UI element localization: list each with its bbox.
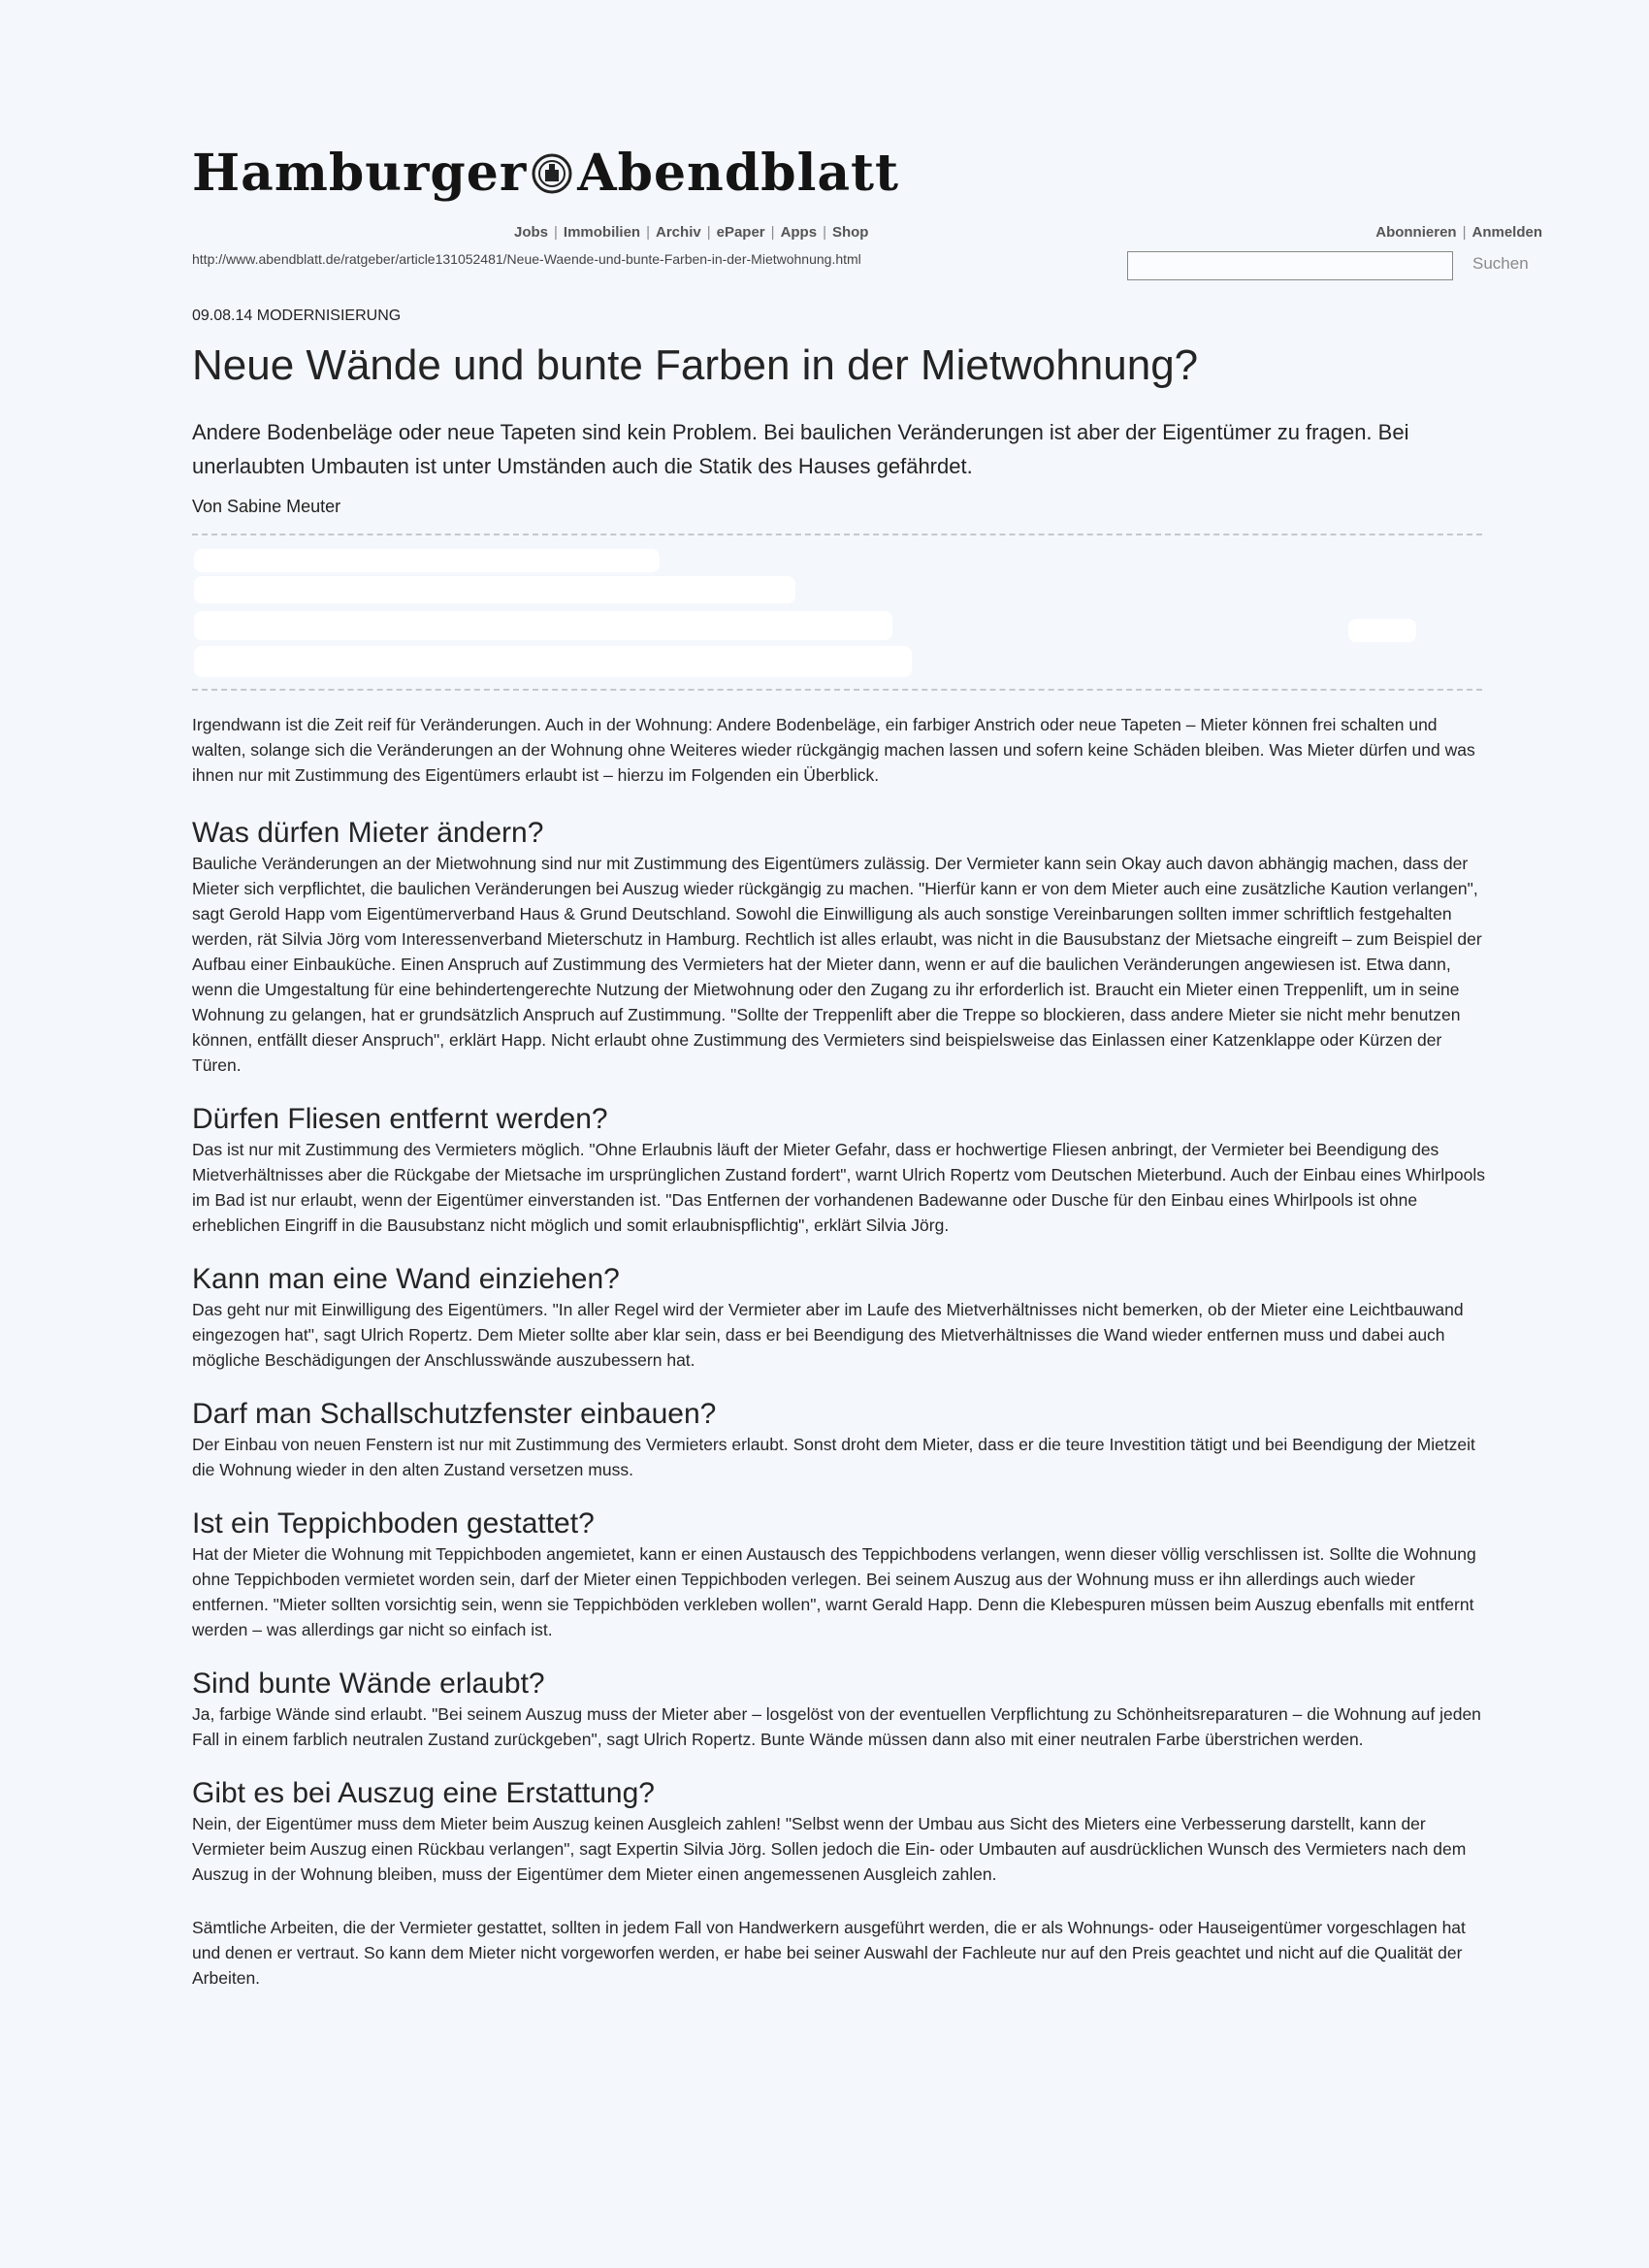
masthead-logo[interactable]: [192, 144, 899, 203]
article-section: [192, 1507, 1492, 1642]
article-section: [192, 1776, 1492, 1887]
search-button[interactable]: Suchen: [1472, 254, 1529, 273]
login-link[interactable]: Anmelden: [1471, 224, 1542, 241]
nav-epaper[interactable]: ePaper: [716, 224, 765, 241]
section-text: Ja, farbige Wände sind erlaubt. "Bei seinem Auszug muss der Mieter aber – losgelöst von der eventuellen Verpflichtung zu Schönheitsreparaturen – die Wohnung auf jeden Fall in einem farblich neutralen Zustand zurückgeben", sagt Ulrich Ropertz. Bunte Wände müssen dann also mit einer neutralen Farbe überstrichen werden.: [192, 1704, 1481, 1749]
logo-text-right: Abendblatt: [577, 144, 900, 203]
account-links: [1375, 224, 1542, 241]
city-seal-icon: [531, 152, 573, 195]
article-section: [192, 1397, 1492, 1482]
divider-top: [192, 534, 1482, 535]
nav-apps[interactable]: Apps: [780, 224, 818, 241]
section-heading: Sind bunte Wände erlaubt?: [192, 1668, 545, 1700]
redacted-area: [194, 611, 892, 640]
redacted-area: [1348, 619, 1416, 642]
article-section: [192, 1667, 1492, 1752]
section-heading: Ist ein Teppichboden gestattet?: [192, 1507, 595, 1539]
nav-separator: |: [770, 224, 775, 241]
section-text: Das ist nur mit Zustimmung des Vermieters möglich. "Ohne Erlaubnis läuft der Mieter Gefahr, dass er hochwertige Fliesen anbringt, der Vermieter bei Beendigung des Mietverhältnisses aber die Rückgabe der Mietsache im ursprünglichen Zustand fordert", warnt Ulrich Ropertz vom Deutschen Mieterbund. Auch der Einbau eines Whirlpools im Bad ist nur erlaubt, wenn der Eigentümer einverstanden ist. "Das Entfernen der vorhandenen Badewanne oder Dusche für den Einbau eines Whirlpools ist ohne erheblichen Eingriff in die Bausubstanz nicht möglich und somit erlaubnispflichtig", erklärt Silvia Jörg.: [192, 1140, 1485, 1235]
article-date: 09.08.14: [192, 308, 253, 324]
article-section: [192, 1102, 1492, 1238]
article-body: [192, 712, 1492, 1991]
article-section: [192, 1262, 1492, 1373]
article-meta: [192, 308, 401, 325]
nav-separator: |: [706, 224, 711, 241]
article-closing: Sämtliche Arbeiten, die der Vermieter gestattet, sollten in jedem Fall von Handwerkern ausgeführt werden, die er als Wohnungs- oder Hauseigentümer vorgeschlagen hat und denen er vertraut. So kann dem Mieter nicht vorgeworfen werden, er habe bei seiner Auswahl der Fachleute nur auf den Preis geachtet und nicht auf die Qualität der Arbeiten.: [192, 1918, 1466, 1988]
redacted-area: [194, 646, 912, 677]
section-heading: Gibt es bei Auszug eine Erstattung?: [192, 1777, 655, 1809]
nav-shop[interactable]: Shop: [831, 224, 869, 241]
section-text: Hat der Mieter die Wohnung mit Teppichboden angemietet, kann er einen Austausch des Teppichbodens verlangen, wenn dieser völlig verschlissen ist. Sollte die Wohnung ohne Teppichboden vermietet worden sein, darf der Mieter einen Teppichboden verlegen. Bei seinem Auszug aus der Wohnung muss er ihn allerdings auch wieder entfernen. "Mieter sollten vorsichtig sein, wenn sie Teppichböden verkleben wollen", warnt Gerald Happ. Denn die Klebespuren müssen beim Auszug ebenfalls mit entfernt werden – was allerdings gar nicht so einfach ist.: [192, 1544, 1476, 1639]
article-lead: Andere Bodenbeläge oder neue Tapeten sind kein Problem. Bei baulichen Veränderungen ist aber der Eigentümer zu fragen. Bei unerlaubten Umbauten ist unter Umständen auch die Statik des Hauses gefährdet.: [192, 420, 1409, 478]
main-nav: [514, 224, 868, 241]
nav-jobs[interactable]: Jobs: [514, 224, 549, 241]
section-heading: Kann man eine Wand einziehen?: [192, 1263, 620, 1295]
subscribe-link[interactable]: Abonnieren: [1375, 224, 1457, 241]
page-url: http://www.abendblatt.de/ratgeber/article131052481/Neue-Waende-und-bunte-Farben-in-der-Mietwohnung.html: [192, 251, 861, 267]
logo-text-left: Hamburger: [192, 144, 528, 203]
divider-bottom: [192, 689, 1482, 691]
nav-separator: |: [646, 224, 651, 241]
article-section: [192, 816, 1492, 1078]
account-separator: |: [1462, 224, 1467, 241]
article-byline: Von Sabine Meuter: [192, 497, 341, 516]
nav-separator: |: [554, 224, 558, 241]
section-heading: Was dürfen Mieter ändern?: [192, 817, 544, 849]
section-text: Der Einbau von neuen Fenstern ist nur mit Zustimmung des Vermieters erlaubt. Sonst droht dem Mieter, dass er die teure Investition tätigt und bei Beendigung der Mietzeit die Wohnung wieder in den alten Zustand versetzen muss.: [192, 1435, 1475, 1479]
section-heading: Darf man Schallschutzfenster einbauen?: [192, 1398, 717, 1430]
nav-immobilien[interactable]: Immobilien: [563, 224, 641, 241]
redacted-area: [194, 576, 795, 603]
section-text: Nein, der Eigentümer muss dem Mieter beim Auszug keinen Ausgleich zahlen! "Selbst wenn der Umbau aus Sicht des Mieters eine Verbesserung darstellt, kann der Vermieter beim Auszug einen Rückbau verlangen", sagt Expertin Silvia Jörg. Sollen jedoch die Ein- oder Umbauten auf ausdrücklichen Wunsch des Vermieters nach dem Auszug in der Wohnung bleiben, muss der Eigentümer dem Mieter einen angemessenen Ausgleich zahlen.: [192, 1814, 1467, 1884]
article-category: MODERNISIERUNG: [256, 308, 402, 324]
search-input[interactable]: [1127, 251, 1453, 280]
redacted-area: [194, 549, 660, 572]
article-intro: Irgendwann ist die Zeit reif für Veränderungen. Auch in der Wohnung: Andere Bodenbeläge, ein farbiger Anstrich oder neue Tapeten – Mieter können frei schalten und walten, solange sich die Veränderungen an der Wohnung ohne Weiteres wieder rückgängig machen lassen und sofern keine Schäden bleiben. Was Mieter dürfen und was ihnen nur mit Zustimmung des Eigentümers erlaubt ist – hierzu im Folgenden ein Überblick.: [192, 715, 1475, 785]
nav-separator: |: [823, 224, 826, 241]
nav-archiv[interactable]: Archiv: [656, 224, 701, 241]
section-text: Bauliche Veränderungen an der Mietwohnung sind nur mit Zustimmung des Eigentümers zulässig. Der Vermieter kann sein Okay auch davon abhängig machen, dass der Mieter sich verpflichtet, die baulichen Veränderungen bei Auszug wieder rückgängig zu machen. "Hierfür kann er von dem Mieter auch eine zusätzliche Kaution verlangen", sagt Gerold Happ vom Eigentümerverband Haus & Grund Deutschland. Sowohl die Einwilligung als auch sonstige Vereinbarungen sollten immer schriftlich festgehalten werden, rät Silvia Jörg vom Interessenverband Mieterschutz in Hamburg. Rechtlich ist alles erlaubt, was nicht in die Bausubstanz der Mietsache eingreift – zum Beispiel der Aufbau einer Einbauküche. Einen Anspruch auf Zustimmung des Vermieters hat der Mieter dann, wenn er auf die baulichen Veränderungen angewiesen ist. Etwa dann, wenn die Umgestaltung für eine behindertengerechte Nutzung der Mietwohnung oder den Zugang zu ihr erforderlich ist. Braucht ein Mieter einen Treppenlift, um in seine Wohnung zu gelangen, hat er grundsätzlich Anspruch auf Zustimmung. "Sollte der Treppenlift aber die Treppe so blockieren, dass andere Mieter sie nicht mehr benutzen können, entfällt dieser Anspruch", erklärt Happ. Nicht erlaubt ohne Zustimmung des Vermieters sind beispielsweise das Einlassen einer Katzenklappe oder Kürzen der Türen.: [192, 854, 1482, 1075]
section-text: Das geht nur mit Einwilligung des Eigentümers. "In aller Regel wird der Vermieter aber im Laufe des Mietverhältnisses nicht bemerken, ob der Mieter eine Leichtbauwand eingezogen hat", sagt Ulrich Ropertz. Dem Mieter sollte aber klar sein, dass er bei Beendigung des Mietverhältnisses die Wand wieder entfernen muss und dabei auch mögliche Beschädigungen der Anschlusswände auszubessern hat.: [192, 1300, 1464, 1370]
article-title: Neue Wände und bunte Farben in der Mietwohnung?: [192, 341, 1199, 389]
section-heading: Dürfen Fliesen entfernt werden?: [192, 1103, 608, 1135]
